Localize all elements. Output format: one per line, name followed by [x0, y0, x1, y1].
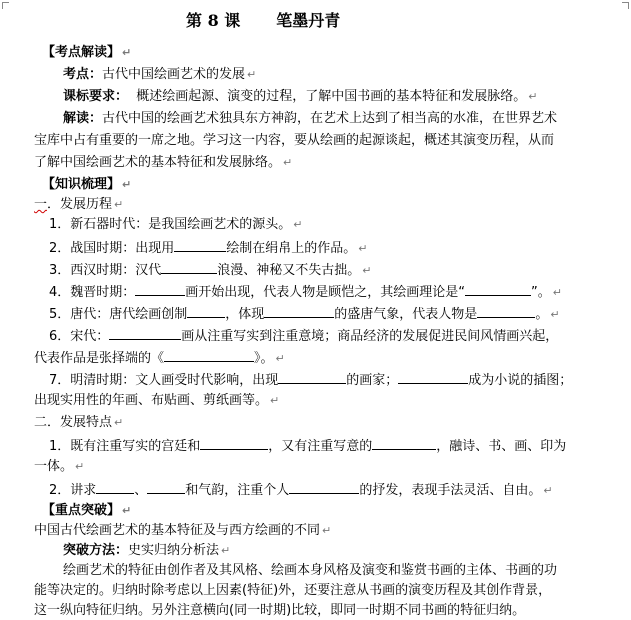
margin-corner-mark: [2, 2, 9, 9]
list-item: 6．宋代： 画从注重写实到注重意境；商品经济的发展促进民间风情画兴起，: [49, 326, 558, 344]
lesson-number: 第 8 课: [186, 11, 241, 30]
fill-blank[interactable]: [477, 304, 535, 318]
section-zhongdian: 【重点突破】 ↵: [42, 503, 132, 518]
kaodian-explain-line: 了解中国绘画艺术的基本特征和发展脉络。 ↵: [34, 155, 293, 170]
kaodian-explain-line: 宝库中占有重要的一席之地。学习这一内容，要从绘画的起源谈起，概述其演变历程，从而: [34, 133, 555, 148]
section-zhishi: 【知识梳理】 ↵: [42, 177, 132, 192]
fill-blank[interactable]: [109, 326, 181, 340]
fill-blank[interactable]: [372, 436, 436, 450]
part1-heading: 一．发展历程 ↵: [34, 197, 124, 212]
list-item: 1．既有注重写实的宫廷和 ，又有注重写意的 ，融诗、书、画、印为: [49, 436, 566, 454]
list-item: 7．明清时期：文人画受时代影响，出现 的画家； 成为小说的插图；: [49, 370, 572, 388]
list-item-continued: 代表作品是张择端的《 》。 ↵: [34, 348, 285, 366]
fill-blank[interactable]: [278, 370, 346, 384]
zhongdian-paragraph-line: 绘画艺术的特征由创作者及其风格、绘画本身风格及演变和鉴赏书画的主体、书画的功: [63, 563, 558, 578]
fill-blank[interactable]: [174, 238, 226, 252]
fill-blank[interactable]: [164, 348, 254, 362]
list-item-continued: 一体。 ↵: [34, 459, 85, 474]
fill-blank[interactable]: [161, 260, 217, 274]
list-item: 2．战国时期：出现用 绘制在绢帛上的作品。 ↵: [49, 238, 368, 256]
lesson-title: [186, 12, 340, 30]
list-item: 4．魏晋时期： 画开始出现，代表人物是顾恺之，其绘画理论是“ ”。 ↵: [49, 282, 562, 300]
kaodian-explain-line: 解读：古代中国的绘画艺术独具东方神韵，在艺术上达到了相当高的水准，在世界艺术: [63, 111, 558, 126]
list-item-continued: 出现实用性的年画、布贴画、剪纸画等。 ↵: [34, 393, 280, 408]
fill-blank[interactable]: [96, 480, 134, 494]
fill-blank[interactable]: [289, 480, 359, 494]
section-kaodian: 【考点解读】 ↵: [42, 45, 132, 60]
zhongdian-paragraph-line: 这一纵向特征归纳。另外注意横向(同一时期)比较，即同一时期不同书画的特征归纳。: [34, 603, 526, 618]
fill-blank[interactable]: [465, 282, 531, 296]
fill-blank[interactable]: [200, 436, 268, 450]
kaodian-requirement: 课标要求： 概述绘画起源、演变的过程，了解中国书画的基本特征和发展脉络。 ↵: [63, 89, 538, 104]
fill-blank[interactable]: [264, 304, 334, 318]
fill-blank[interactable]: [135, 282, 185, 296]
fill-blank[interactable]: [147, 480, 185, 494]
zhongdian-paragraph-line: 能等决定的。归纳时除考虑以上因素(特征)外，还要注意从书画的演变历程及其创作背景，: [34, 583, 552, 598]
list-item: 1．新石器时代：是我国绘画艺术的源头。 ↵: [49, 217, 303, 232]
fill-blank[interactable]: [187, 304, 225, 318]
kaodian-point: 考点：古代中国绘画艺术的发展 ↵: [63, 67, 257, 82]
list-item: 5．唐代：唐代绘画创制 ，体现 的盛唐气象，代表人物是 。 ↵: [49, 304, 560, 322]
zhongdian-method: 突破方法：史实归纳分析法 ↵: [63, 543, 231, 558]
zhongdian-topic: 中国古代绘画艺术的基本特征及与西方绘画的不同 ↵: [34, 523, 332, 538]
lesson-name: 笔墨丹青: [276, 11, 341, 30]
list-item: 2．讲求 、 和气韵，注重个人 的抒发，表现手法灵活、自由。 ↵: [49, 480, 553, 498]
list-item: 3．西汉时期：汉代 浪漫、神秘又不失古拙。 ↵: [49, 260, 372, 278]
fill-blank[interactable]: [398, 370, 468, 384]
margin-corner-mark: [622, 2, 629, 9]
part2-heading: 二．发展特点 ↵: [34, 415, 124, 430]
